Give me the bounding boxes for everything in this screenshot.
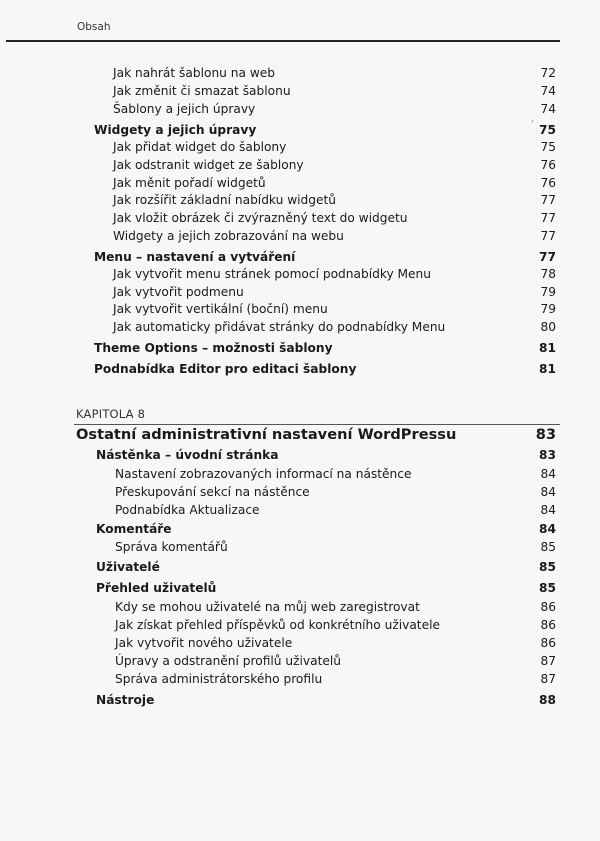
toc-page-number: 77 bbox=[540, 211, 556, 225]
toc-page-number: 78 bbox=[540, 267, 556, 281]
header-rule bbox=[6, 40, 560, 42]
toc-entry-title: Nástroje bbox=[96, 693, 155, 707]
toc-page-number: 77 bbox=[540, 193, 556, 207]
toc-entry-title: Jak přidat widget do šablony bbox=[113, 140, 287, 154]
toc-entry bbox=[0, 598, 600, 616]
toc-page-number: 74 bbox=[540, 84, 556, 98]
toc-page-number: 87 bbox=[540, 672, 556, 686]
toc-page-number: 86 bbox=[540, 618, 556, 632]
toc-page-number: 85 bbox=[539, 560, 556, 574]
toc-page-number: 84 bbox=[540, 467, 556, 481]
toc-entry bbox=[0, 227, 600, 245]
toc-page-number: 79 bbox=[540, 285, 556, 299]
toc-page-number: 84 bbox=[539, 522, 556, 536]
toc-entry-title: Jak měnit pořadí widgetů bbox=[113, 176, 266, 190]
chapter-label: KAPITOLA 8 bbox=[76, 407, 146, 421]
toc-entry-title: Správa komentářů bbox=[115, 540, 228, 554]
toc-page-number: 77 bbox=[539, 250, 556, 264]
toc-entry-title: Jak automaticky přidávat stránky do podnabídky Menu bbox=[113, 320, 446, 334]
toc-entry-title: Jak nahrát šablonu na web bbox=[113, 66, 276, 80]
toc-page-number: 75 bbox=[539, 123, 556, 137]
toc-entry bbox=[0, 652, 600, 670]
toc-entry bbox=[0, 138, 600, 156]
toc-page-number: 76 bbox=[540, 158, 556, 172]
toc-entry-title: Menu – nastavení a vytváření bbox=[94, 250, 296, 264]
pencil-mark: ˊ bbox=[529, 119, 538, 132]
toc-entry bbox=[0, 318, 600, 336]
toc-section-entry bbox=[0, 360, 600, 378]
toc-page-number: 85 bbox=[540, 540, 556, 554]
toc-section-entry bbox=[0, 339, 600, 357]
toc-section-entry bbox=[0, 121, 600, 139]
toc-entry-title: Nástěnka – úvodní stránka bbox=[96, 448, 279, 462]
toc-entry-title: Nastavení zobrazovaných informací na nástěnce bbox=[115, 467, 412, 481]
toc-entry-title: Jak vytvořit podmenu bbox=[113, 285, 244, 299]
toc-section-entry bbox=[0, 446, 600, 464]
toc-entry bbox=[0, 538, 600, 556]
toc-entry bbox=[0, 174, 600, 192]
toc-entry bbox=[0, 634, 600, 652]
toc-entry bbox=[0, 100, 600, 118]
toc-page-number: 84 bbox=[540, 485, 556, 499]
toc-entry bbox=[0, 670, 600, 688]
toc-entry bbox=[0, 265, 600, 283]
toc-entry-title: Přeskupování sekcí na nástěnce bbox=[115, 485, 310, 499]
toc-entry-title: Podnabídka Aktualizace bbox=[115, 503, 260, 517]
toc-section-entry bbox=[0, 579, 600, 597]
toc-entry-title: Jak rozšířit základní nabídku widgetů bbox=[113, 193, 337, 207]
toc-entry-title: Jak změnit či smazat šablonu bbox=[113, 84, 291, 98]
toc-page-number: 79 bbox=[540, 302, 556, 316]
toc-page-number: 77 bbox=[540, 229, 556, 243]
toc-section-entry bbox=[0, 558, 600, 576]
toc-entry bbox=[0, 616, 600, 634]
toc-entry bbox=[0, 483, 600, 501]
toc-page-number: 80 bbox=[540, 320, 556, 334]
toc-entry-title: Theme Options – možnosti šablony bbox=[94, 341, 333, 355]
toc-entry-title: Jak odstranit widget ze šablony bbox=[113, 158, 304, 172]
toc-entry-title: Podnabídka Editor pro editaci šablony bbox=[94, 362, 357, 376]
toc-entry bbox=[0, 82, 600, 100]
toc-page-number: 81 bbox=[539, 341, 556, 355]
toc-entry bbox=[0, 283, 600, 301]
toc-entry-title: Komentáře bbox=[96, 522, 172, 536]
toc-entry bbox=[0, 64, 600, 82]
toc-page-number: 88 bbox=[539, 693, 556, 707]
toc-section-entry bbox=[0, 248, 600, 266]
toc-page-number: 75 bbox=[540, 140, 556, 154]
toc-entry-title: Widgety a jejich úpravy bbox=[94, 123, 257, 137]
toc-entry-title: Správa administrátorského profilu bbox=[115, 672, 323, 686]
toc-entry-title: Jak získat přehled příspěvků od konkrétního uživatele bbox=[115, 618, 440, 632]
toc-entry-title: Uživatelé bbox=[96, 560, 160, 574]
toc-page-number: 83 bbox=[539, 448, 556, 462]
toc-section-entry bbox=[0, 520, 600, 538]
chapter-page-number: 83 bbox=[535, 426, 556, 443]
toc-entry bbox=[0, 156, 600, 174]
chapter-title: Ostatní administrativní nastavení WordPressu bbox=[76, 426, 457, 443]
toc-entry bbox=[0, 300, 600, 318]
toc-page-number: 87 bbox=[540, 654, 556, 668]
toc-entry-title: Kdy se mohou uživatelé na můj web zaregistrovat bbox=[115, 600, 420, 614]
toc-entry-title: Jak vytvořit menu stránek pomocí podnabídky Menu bbox=[113, 267, 432, 281]
toc-entry-title: Jak vytvořit nového uživatele bbox=[115, 636, 293, 650]
toc-page-number: 76 bbox=[540, 176, 556, 190]
running-head: Obsah bbox=[77, 21, 111, 33]
toc-page-number: 84 bbox=[540, 503, 556, 517]
toc-page-number: 72 bbox=[540, 66, 556, 80]
toc-entry-title: Šablony a jejich úpravy bbox=[113, 102, 256, 116]
toc-entry-title: Widgety a jejich zobrazování na webu bbox=[113, 229, 344, 243]
toc-entry-title: Jak vytvořit vertikální (boční) menu bbox=[113, 302, 328, 316]
toc-page-number: 74 bbox=[540, 102, 556, 116]
toc-page-number: 86 bbox=[540, 600, 556, 614]
toc-entry-title: Jak vložit obrázek či zvýrazněný text do widgetu bbox=[113, 211, 408, 225]
toc-entry bbox=[0, 209, 600, 227]
toc-entry-title: Přehled uživatelů bbox=[96, 581, 217, 595]
toc-entry bbox=[0, 465, 600, 483]
toc-section-entry bbox=[0, 691, 600, 709]
toc-entry bbox=[0, 191, 600, 209]
toc-entry-title: Úpravy a odstranění profilů uživatelů bbox=[115, 654, 341, 668]
toc-page-number: 86 bbox=[540, 636, 556, 650]
toc-page-number: 85 bbox=[539, 581, 556, 595]
toc-entry bbox=[0, 501, 600, 519]
toc-page-number: 81 bbox=[539, 362, 556, 376]
